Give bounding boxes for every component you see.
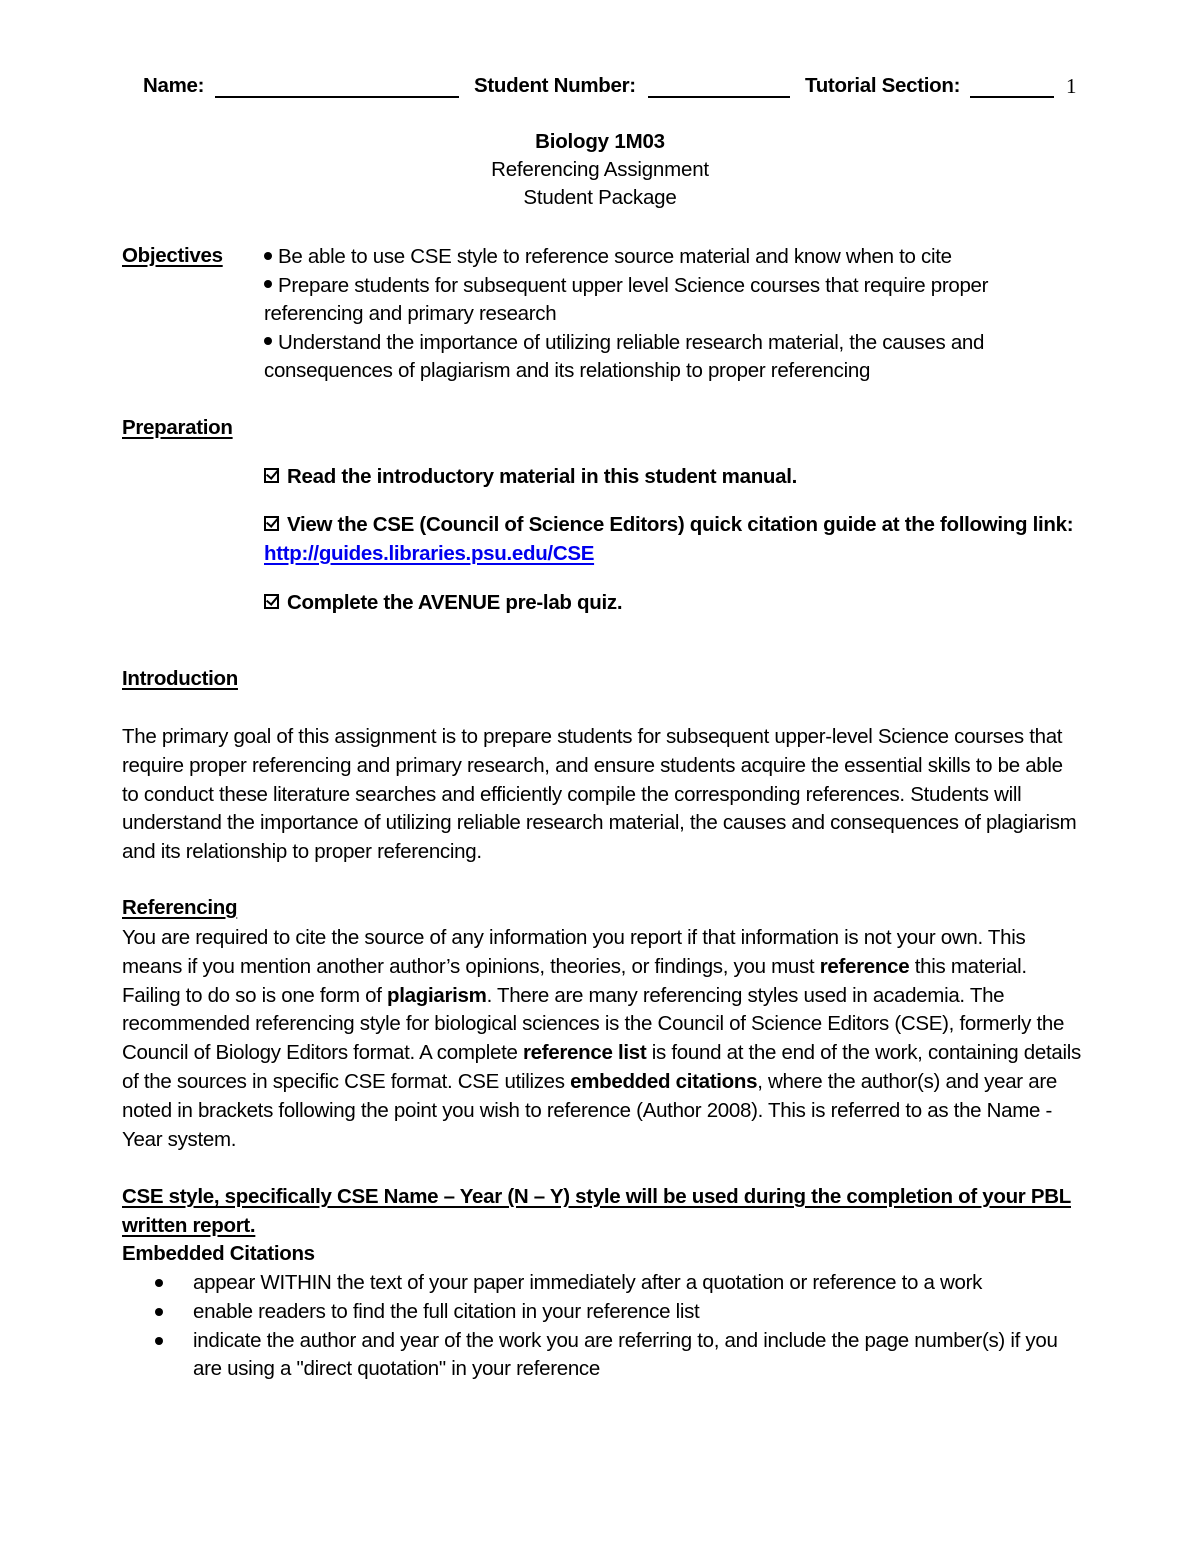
referencing-heading: Referencing (122, 896, 238, 919)
bullet-icon (155, 1337, 163, 1345)
bullet-icon (264, 252, 272, 260)
checked-box-icon (264, 516, 279, 531)
header-fields (0, 74, 1200, 102)
bullet-icon (264, 337, 272, 345)
cse-style-notice: CSE style, specifically CSE Name – Year (N – Y) style will be used during the completion of your PBL written report. (122, 1185, 1071, 1237)
preparation-item: Complete the AVENUE pre-lab quiz. (264, 589, 1084, 618)
name-blank (215, 96, 459, 98)
cse-guide-link[interactable]: http://guides.libraries.psu.edu/CSE (264, 541, 595, 565)
objective-item: Prepare students for subsequent upper level Science courses that require proper referencing and primary research (264, 273, 989, 326)
package-title: Student Package (523, 186, 677, 209)
introduction-heading: Introduction (122, 667, 238, 690)
objectives-list (264, 243, 1084, 386)
objective-item: Understand the importance of utilizing reliable research material, the causes and consequences of plagiarism and its relationship to proper referencing (264, 330, 985, 383)
embedded-citations-heading: Embedded Citations (122, 1242, 315, 1265)
student-number-label: Student Number: (474, 74, 636, 97)
bold-term: reference list (522, 1041, 647, 1065)
name-label: Name: (143, 74, 205, 97)
embedded-citations-list (122, 1269, 1082, 1384)
bold-term: plagiarism (387, 983, 487, 1007)
objectives-heading: Objectives (122, 244, 223, 267)
list-item: appear WITHIN the text of your paper immediately after a quotation or reference to a work (122, 1269, 1082, 1298)
bullet-icon (155, 1279, 163, 1287)
list-item: indicate the author and year of the work you are referring to, and include the page number(s) if you are using a "direct quotation" in your reference (122, 1327, 1082, 1385)
list-item: enable readers to find the full citation in your reference list (122, 1298, 1082, 1327)
bullet-icon (264, 280, 272, 288)
objective-item: Be able to use CSE style to reference source material and know when to cite (264, 243, 1084, 272)
page-number: 1 (1066, 74, 1077, 98)
assignment-title: Referencing Assignment (491, 158, 709, 181)
checked-box-icon (264, 594, 279, 609)
tutorial-section-blank (970, 96, 1054, 98)
preparation-heading: Preparation (122, 416, 233, 439)
bullet-icon (155, 1308, 163, 1316)
bold-term: reference (819, 954, 910, 978)
preparation-item: Read the introductory material in this student manual. (264, 463, 1084, 492)
student-number-blank (648, 96, 790, 98)
tutorial-section-label: Tutorial Section: (805, 74, 961, 97)
course-title: Biology 1M03 (535, 130, 665, 153)
checked-box-icon (264, 468, 279, 483)
referencing-body: You are required to cite the source of any information you report if that information is not your own. This means if you mention another author’s opinions, theories, or findings, you must reference this material. Failing to do so is one form of plagiarism. There are many referencing styles used in academia. The recommended referencing style for biological sciences is the Council of Science Editors (CSE), formerly the Council of Biology Editors format. A complete reference list is found at the end of the work, containing details of the sources in specific CSE format. CSE utilizes embedded citations, where the author(s) and year are noted in brackets following the point you wish to reference (Author 2008). This is referred to as the Name - Year system. (122, 926, 1081, 1151)
bold-term: embedded citations (570, 1069, 758, 1093)
preparation-item: View the CSE (Council of Science Editors) quick citation guide at the following link: http://guides.libraries.psu.edu/CSE (264, 513, 1074, 565)
introduction-body: The primary goal of this assignment is to prepare students for subsequent upper-level Science courses that require proper referencing and primary research, and ensure students acquire the essential skills to be able to conduct these literature searches and efficiently compile the corresponding references. Students will understand the importance of utilizing reliable research material, the causes and consequences of plagiarism and its relationship to proper referencing. (122, 725, 1077, 864)
